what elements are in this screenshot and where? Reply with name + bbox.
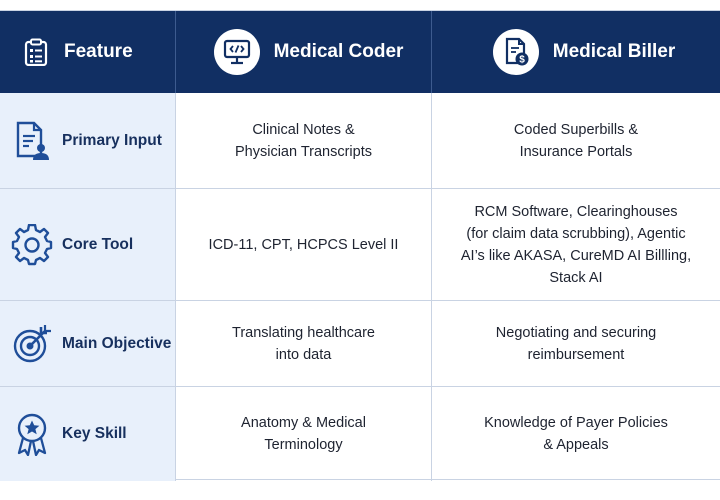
coder-cell [176,189,432,300]
feature-label: Primary Input [62,131,162,149]
target-icon [10,322,54,366]
feature-label: Key Skill [62,425,127,442]
biller-value: Coded Superbills & Insurance Portals [513,121,639,160]
biller-cell [432,93,720,188]
coder-cell [176,387,432,481]
feature-label: Core Tool [62,235,134,253]
award-ribbon-icon [10,412,54,456]
invoice-dollar-icon [493,29,539,75]
table-row [0,301,720,387]
document-user-icon [10,119,54,163]
gear-icon [10,223,54,267]
table-row [0,93,720,189]
header-feature-label: Feature [64,41,133,62]
feature-cell-core-tool [0,189,176,300]
feature-cell-main-objective [0,301,176,386]
coder-cell [176,93,432,188]
feature-label: Main Objective [62,334,172,352]
coder-value: ICD-11, CPT, HCPCS Level II [208,236,399,253]
feature-cell-key-skill [0,387,176,481]
biller-value: Knowledge of Payer Policies & Appeals [484,415,668,453]
biller-cell [432,387,720,481]
header-medical-biller [432,11,720,93]
coder-value: Anatomy & Medical Terminology [241,415,366,453]
biller-cell [432,189,720,300]
comparison-table [0,10,720,480]
table-row [0,189,720,301]
header-medical-biller-label: Medical Biller [552,41,676,62]
biller-value: RCM Software, Clearinghouses (for claim data scrubbing), Agentic AI’s like AKASA, CureMD AI Billling, Stack AI [460,203,692,286]
biller-value: Negotiating and securing reimbursement [495,324,657,363]
feature-cell-primary-input [0,93,176,188]
biller-cell [432,301,720,386]
header-medical-coder [176,11,432,93]
coder-value: Clinical Notes & Physician Transcripts [235,121,372,160]
clipboard-list-icon [22,38,50,66]
monitor-code-icon [214,29,260,75]
svg-text:$: $ [518,54,525,66]
header-medical-coder-label: Medical Coder [273,41,404,62]
header-feature [0,11,176,93]
coder-cell [176,301,432,386]
table-row [0,387,720,481]
coder-value: Translating healthcare into data [232,324,375,363]
table-header [0,11,720,93]
